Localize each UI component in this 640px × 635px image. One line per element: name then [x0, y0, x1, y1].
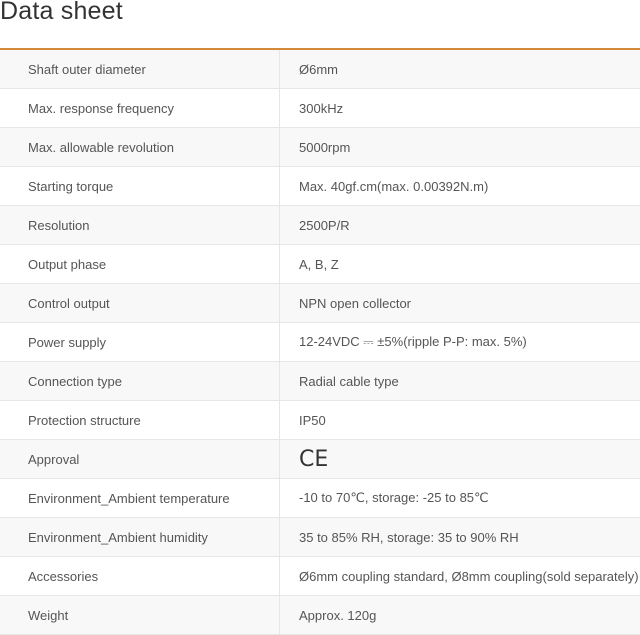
table-row — [0, 284, 640, 323]
spec-value: 35 to 85% RH, storage: 35 to 90% RH — [299, 529, 519, 545]
spec-value: Radial cable type — [299, 373, 399, 389]
spec-label: Connection type — [0, 362, 280, 400]
spec-value: IP50 — [299, 412, 326, 428]
spec-label: Control output — [0, 284, 280, 322]
spec-value: -10 to 70℃, storage: -25 to 85℃ — [299, 490, 489, 505]
table-row — [0, 479, 640, 518]
spec-table — [0, 50, 640, 635]
page-title: Data sheet — [0, 0, 123, 25]
ce-mark-icon: CE — [299, 446, 329, 472]
spec-value — [280, 440, 640, 478]
table-row — [0, 323, 640, 362]
spec-value: Approx. 120g — [299, 607, 377, 623]
spec-label: Shaft outer diameter — [0, 50, 280, 88]
table-row — [0, 128, 640, 167]
spec-label: Accessories — [0, 557, 280, 595]
table-row — [0, 557, 640, 596]
spec-value: Ø6mm coupling standard, Ø8mm coupling(sold separately) — [299, 568, 639, 584]
spec-label: Max. response frequency — [0, 89, 280, 127]
table-row — [0, 89, 640, 128]
spec-value: Ø6mm — [299, 61, 338, 77]
spec-label: Approval — [0, 440, 280, 478]
table-row — [0, 167, 640, 206]
table-row — [0, 401, 640, 440]
spec-value: Max. 40gf.cm(max. 0.00392N.m) — [299, 178, 489, 194]
table-row — [0, 440, 640, 479]
table-row — [0, 245, 640, 284]
spec-value: 12-24VDC ⎓ ±5%(ripple P-P: max. 5%) — [299, 334, 527, 349]
table-row — [0, 518, 640, 557]
spec-label: Power supply — [0, 323, 280, 361]
spec-label: Starting torque — [0, 167, 280, 205]
spec-label: Max. allowable revolution — [0, 128, 280, 166]
spec-label: Output phase — [0, 245, 280, 283]
spec-label: Environment_Ambient temperature — [0, 479, 280, 517]
table-row — [0, 596, 640, 635]
table-row — [0, 362, 640, 401]
spec-value: 300kHz — [299, 100, 344, 116]
spec-value: 2500P/R — [299, 217, 350, 233]
spec-label: Environment_Ambient humidity — [0, 518, 280, 556]
spec-label: Resolution — [0, 206, 280, 244]
spec-label: Weight — [0, 596, 280, 634]
table-row — [0, 206, 640, 245]
spec-value: 5000rpm — [299, 139, 351, 155]
spec-value: NPN open collector — [299, 295, 411, 311]
spec-label: Protection structure — [0, 401, 280, 439]
spec-value: A, B, Z — [299, 256, 339, 272]
table-row — [0, 50, 640, 89]
